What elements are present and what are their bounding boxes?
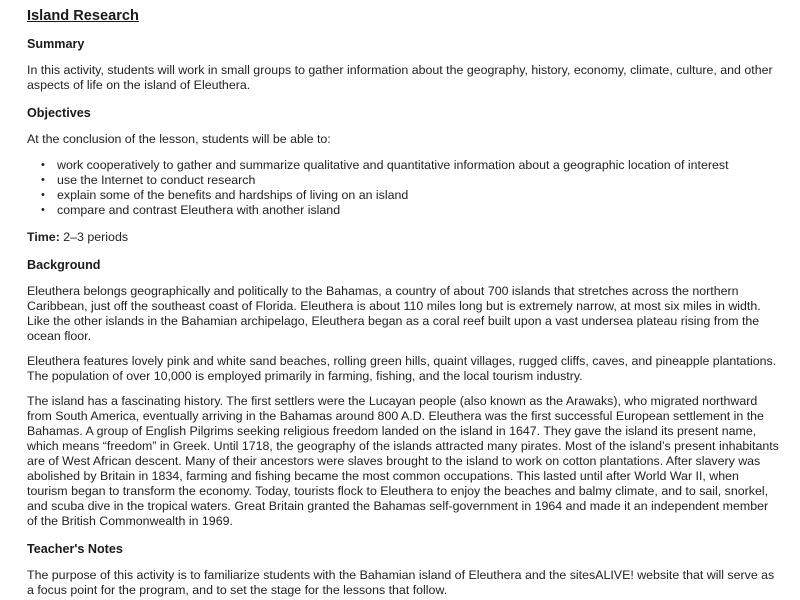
summary-heading: Summary xyxy=(27,37,85,51)
bullet-icon: • xyxy=(41,174,45,186)
background-section xyxy=(27,257,780,529)
summary-section xyxy=(27,36,780,93)
objective-text: use the Internet to conduct research xyxy=(57,173,256,187)
objectives-section xyxy=(27,105,780,218)
objectives-heading: Objectives xyxy=(27,106,91,120)
background-paragraph: The island has a fascinating history. The first settlers were the Lucayan people (also known as the Arawaks), who migrated northward from South America, eventually arriving in the Bahamas around 800 A.D. Eleuthera was the first successful European settlement in the Bahamas. A group of English Pilgrims seeking religious freedom landed on the island in 1647. They gave the island its present name, which means “freedom” in Greek. Until 1718, the geography of the islands attracted many pirates. Most of the island’s present inhabitants are of West African descent. Many of their ancestors were slaves brought to the island to work on cotton plantations. After slavery was abolished by Britain in 1834, farming and fishing became the most common occupations. This lasted until after World War II, when tourism began to transform the economy. Today, tourists flock to Eleuthera to enjoy the beaches and balmy climate, and to sail, snorkel, and scuba dive in the tropical waters. Great Britain granted the Bahamas self-government in 1964 and made it an independent member of the British Commonwealth in 1969. xyxy=(27,394,779,528)
teachers-notes-section xyxy=(27,541,780,598)
time-value: 2–3 periods xyxy=(59,230,129,244)
objectives-list xyxy=(27,158,780,218)
document-title: Island Research xyxy=(27,8,139,24)
bullet-icon: • xyxy=(41,189,45,201)
objectives-intro: At the conclusion of the lesson, students will be able to: xyxy=(27,132,331,146)
objective-item xyxy=(41,158,780,173)
bullet-icon: • xyxy=(41,159,45,171)
background-paragraph: Eleuthera belongs geographically and politically to the Bahamas, a country of about 700 islands that stretches across the northern Caribbean, just off the southeast coast of Florida. Eleuthera is about 110 miles long but is extremely narrow, at most six miles in width. Like the other islands in the Bahamian archipelago, Eleuthera began as a coral reef built upon a vast undersea plateau rising from the ocean floor. xyxy=(27,284,761,343)
background-heading: Background xyxy=(27,258,101,272)
summary-text: In this activity, students will work in small groups to gather information about the geography, history, economy, climate, culture, and other aspects of life on the island of Eleuthera. xyxy=(27,63,773,92)
objective-item xyxy=(41,203,780,218)
objective-item xyxy=(41,173,780,188)
objective-text: explain some of the benefits and hardships of living on an island xyxy=(57,188,409,202)
teachers-notes-heading: Teacher's Notes xyxy=(27,542,123,556)
objective-item xyxy=(41,188,780,203)
bullet-icon: • xyxy=(41,204,45,216)
time-line xyxy=(27,230,780,245)
time-label: Time: xyxy=(27,230,60,244)
teachers-notes-text: The purpose of this activity is to familiarize students with the Bahamian island of Eleuthera and the sitesALIVE! website that will serve as a focus point for the program, and to set the stage for the lessons that follow. xyxy=(27,568,775,597)
objective-text: work cooperatively to gather and summarize qualitative and quantitative information about a geographic location of interest xyxy=(57,158,729,172)
background-paragraph: Eleuthera features lovely pink and white sand beaches, rolling green hills, quaint villages, rugged cliffs, caves, and pineapple plantations. The population of over 10,000 is employed primarily in farming, fishing, and the local tourism industry. xyxy=(27,354,777,383)
objective-text: compare and contrast Eleuthera with another island xyxy=(57,203,341,217)
